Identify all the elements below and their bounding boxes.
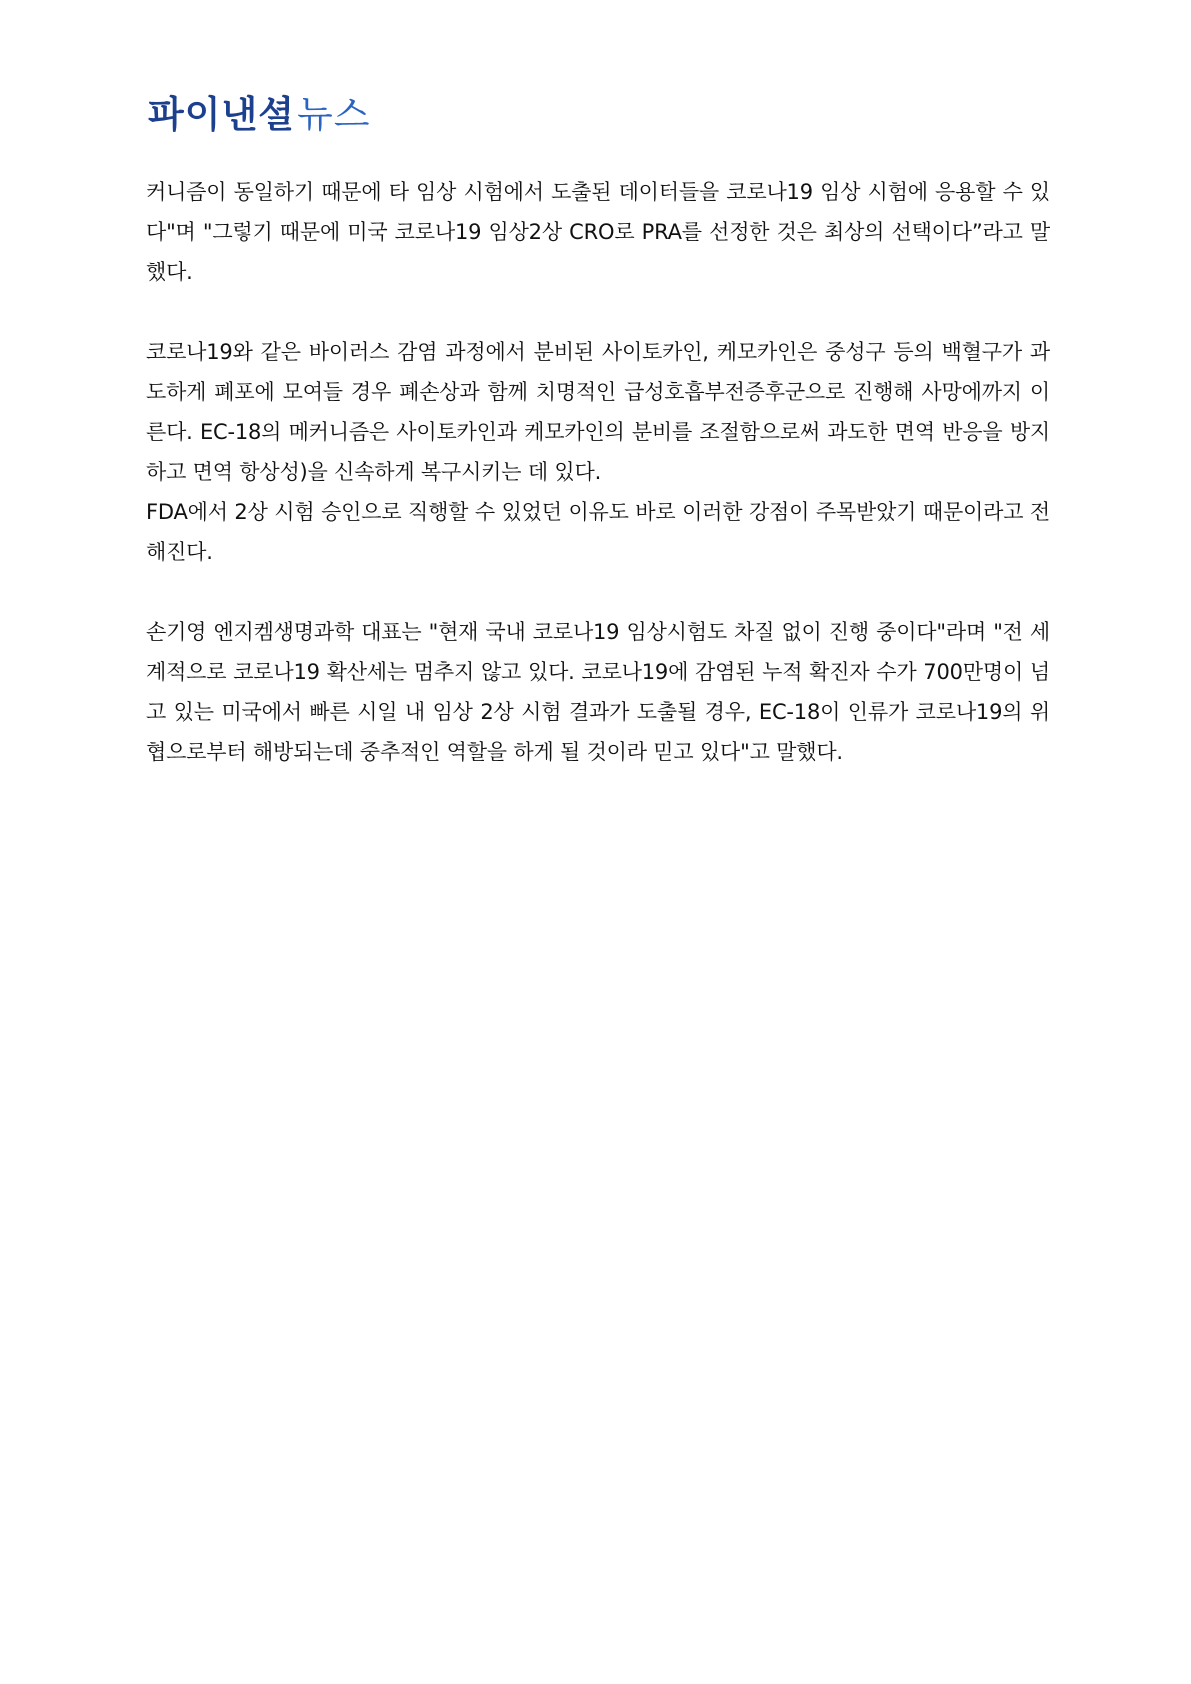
article-body	[146, 172, 1050, 772]
logo-text	[148, 92, 371, 136]
logo-text-part-1: 파이낸셜	[148, 92, 295, 136]
newspaper-logo	[148, 94, 370, 134]
paragraph-gap	[146, 292, 1050, 332]
logo-text-part-2: 뉴스	[296, 92, 371, 136]
article-paragraph: 손기영 엔지켐생명과학 대표는 "현재 국내 코로나19 임상시험도 차질 없이 진행 중이다"라며 "전 세계적으로 코로나19 확산세는 멈추지 않고 있다. 코로나19에 감염된 누적 확진자 수가 700만명이 넘고 있는 미국에서 빠른 시일 내 임상 2상 시험 결과가 도출될 경우, EC-18이 인류가 코로나19의 위협으로부터 해방되는데 중추적인 역할을 하게 될 것이라 믿고 있다"고 말했다.	[146, 620, 1050, 764]
article-paragraph: 커니즘이 동일하기 때문에 타 임상 시험에서 도출된 데이터들을 코로나19 임상 시험에 응용할 수 있다"며 "그렇기 때문에 미국 코로나19 임상2상 CRO로 PRA를 선정한 것은 최상의 선택이다”라고 말했다.	[146, 180, 1050, 284]
article-paragraph: FDA에서 2상 시험 승인으로 직행할 수 있었던 이유도 바로 이러한 강점이 주목받았기 때문이라고 전해진다.	[146, 500, 1050, 564]
article-paragraph: 코로나19와 같은 바이러스 감염 과정에서 분비된 사이토카인, 케모카인은 중성구 등의 백혈구가 과도하게 폐포에 모여들 경우 폐손상과 함께 치명적인 급성호흡부전증후군으로 진행해 사망에까지 이른다. EC-18의 메커니즘은 사이토카인과 케모카인의 분비를 조절함으로써 과도한 면역 반응을 방지하고 면역 항상성)을 신속하게 복구시키는 데 있다.	[146, 340, 1050, 484]
paragraph-gap	[146, 572, 1050, 612]
